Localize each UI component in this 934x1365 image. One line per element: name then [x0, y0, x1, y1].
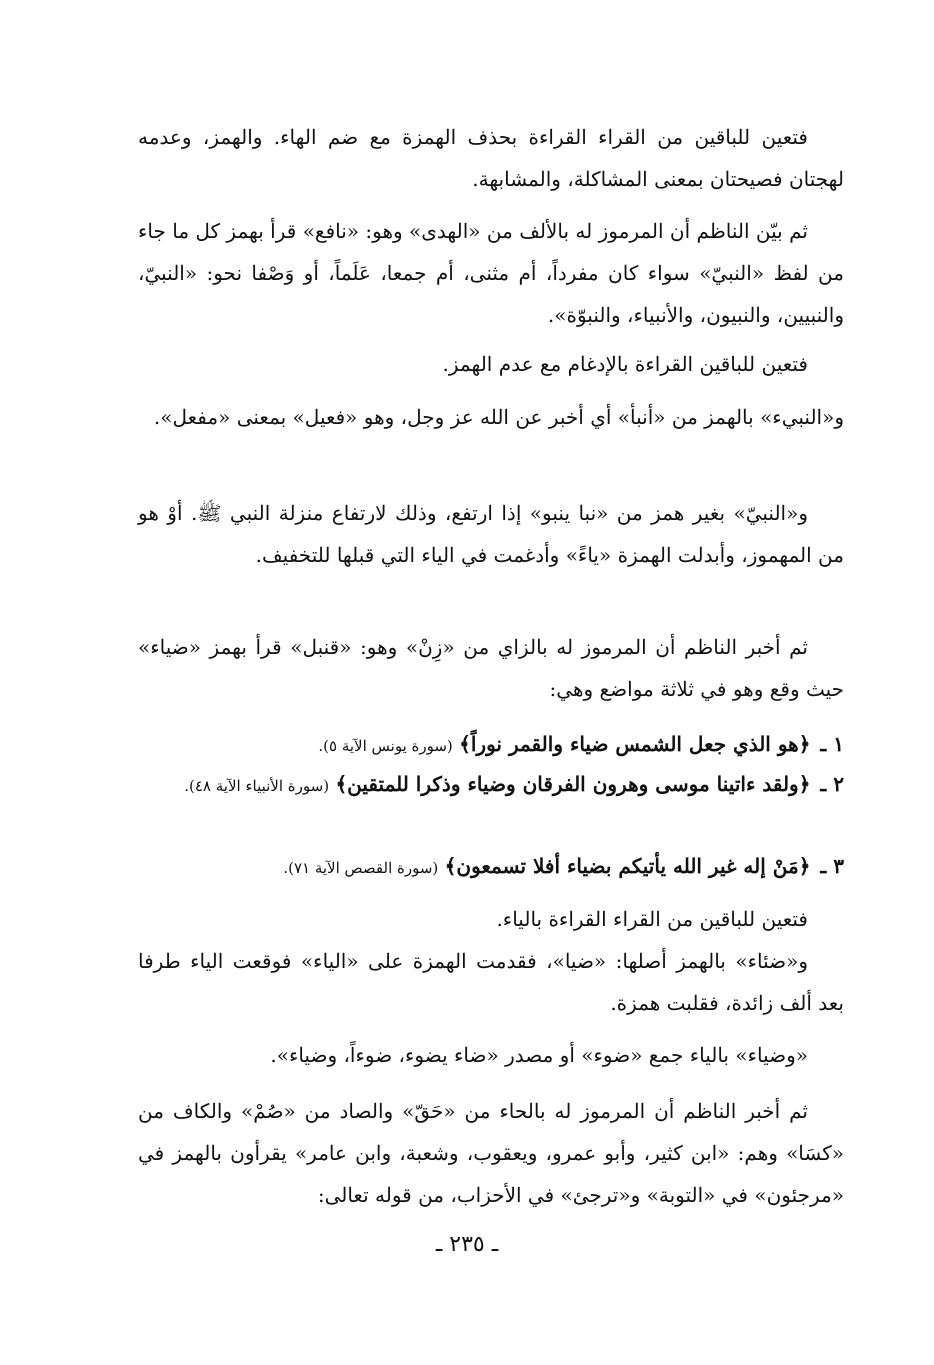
verse-item-3 — [138, 845, 844, 889]
verse-reference: (سورة يونس الآية ٥). — [318, 737, 453, 755]
verse-text: ﴿هو الذي جعل الشمس ضياء والقمر نوراً﴾ — [459, 732, 811, 756]
paragraph-8: و«ضئاء» بالهمز أصلها: «ضيا»، فقدمت الهمزة على «الياء» فوقعت الياء طرفا بعد ألف زائدة، فقلبت همزة. — [138, 949, 844, 1015]
paragraph-6: ثم أخبر الناظم أن المرموز له بالزاي من «زِنْ» وهو: «قنبل» قرأ بهمز «ضياء» حيث وقع وهو في ثلاثة مواضع وهي: — [138, 635, 844, 701]
paragraph-10: ثم أخبر الناظم أن المرموز له بالحاء من «حَقّ» والصاد من «صُمْ» والكاف من «كسَا» وهم: «ابن كثير، وأبو عمرو، ويعقوب، وشعبة، وابن عامر» يقرأون بالهمز في «مرجئون» في «التوبة» و«ترجئ» في الأحزاب، من قوله تعالى: — [138, 1099, 844, 1207]
verse-number: ٢ ـ — [820, 772, 844, 796]
paragraph-3: فتعين للباقين القراءة بالإدغام مع عدم الهمز. — [442, 352, 808, 376]
verse-number: ١ ـ — [820, 732, 844, 756]
paragraph-5: و«النبيّ» بغير همز من «نبا ينبو» إذا ارتفع، وذلك لارتفاع منزلة النبي ﷺ. أوْ هو من المهموز، وأبدلت الهمزة «ياءً» وأدغمت في الياء التي قبلها للتخفيف. — [138, 501, 844, 567]
verse-text: ﴿ولقد ءاتينا موسى وهرون الفرقان وضياء وذكرا للمتقين﴾ — [335, 772, 811, 796]
verse-reference: (سورة الأنبياء الآية ٤٨). — [184, 777, 330, 795]
paragraph-1: فتعين للباقين من القراء القراءة بحذف الهمزة مع ضم الهاء. والهمز، وعدمه لهجتان فصيحتان بمعنى المشاكلة، والمشابهة. — [138, 125, 844, 191]
paragraph-7: فتعين للباقين من القراء القراءة بالياء. — [496, 907, 808, 931]
paragraph-2: ثم بيّن الناظم أن المرموز له بالألف من «الهدى» وهو: «نافع» قرأ بهمز كل ما جاء من لفظ «النبيّ» سواء كان مفرداً، أم مثنى، أم جمعا، عَلَماً، أو وَصْفا نحو: «النبيّ، والنبيين، والنبيون، والأنبياء، والنبوّة». — [138, 219, 844, 327]
page-number: ـ ٢٣٥ ـ — [435, 1232, 499, 1257]
verse-text: ﴿مَنْ إله غير الله يأتيكم بضياء أفلا تسمعون﴾ — [444, 854, 811, 878]
verse-reference: (سورة القصص الآية ٧١). — [283, 859, 439, 877]
verse-item-2 — [138, 763, 844, 807]
paragraph-4: و«النبيء» بالهمز من «أنبأ» أي أخبر عن الله عز وجل، وهو «فعيل» بمعنى «مفعل». — [153, 405, 844, 429]
paragraph-9: «وضياء» بالياء جمع «ضوء» أو مصدر «ضاء يضوء، ضوءاً، وضياء». — [270, 1043, 808, 1067]
verse-item-1 — [138, 723, 844, 767]
verse-number: ٣ ـ — [820, 854, 844, 878]
